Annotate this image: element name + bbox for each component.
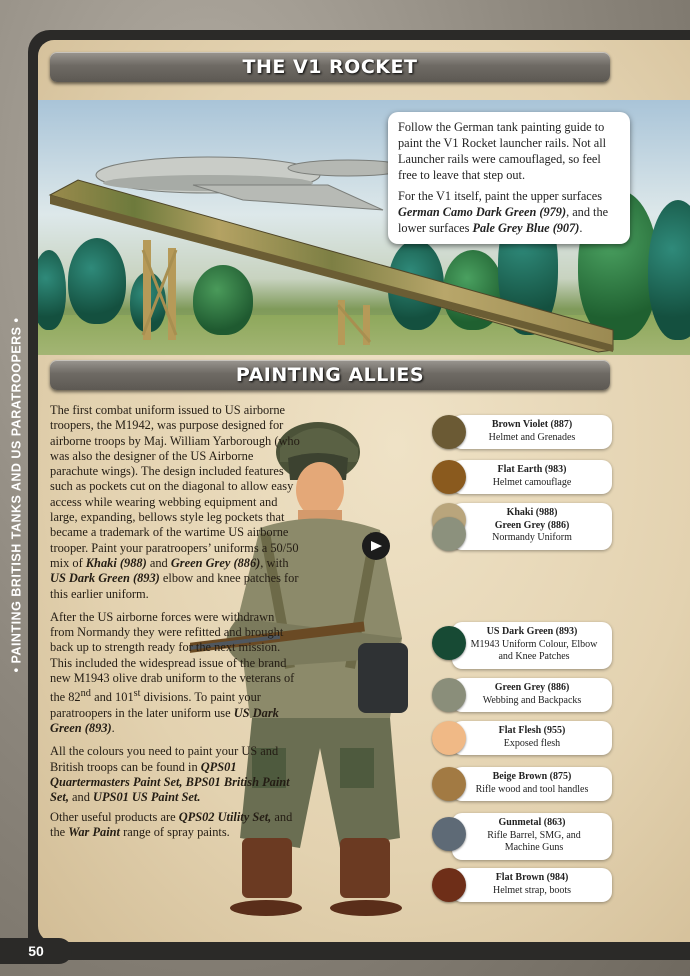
body-text-run: and 101 [90, 690, 134, 705]
paint-name: Flat Brown (984) [495, 872, 569, 883]
v1-section-title: THE V1 ROCKET [242, 56, 418, 78]
paint-name: Pale Grey Blue (907) [472, 221, 580, 235]
paint-use: M1943 Uniform Colour, Elbow and Knee Patches [470, 638, 598, 662]
paint-name: US Dark Green (893) [50, 571, 160, 586]
body-text-run: All the colours you need to paint your US and British troops can be found in [50, 744, 279, 774]
body-text-run: After the US airborne forces were withdrawn from Normandy they were refitted and brought back up to strength ready for the next mission. This included the widespread issue of the brand new M1943 olive drab uniform to the veterans of the 82 [50, 609, 295, 705]
paint-name: Green Grey (886) [170, 555, 261, 570]
body-paragraph [50, 403, 300, 602]
paint-name: Beige Brown (875) [492, 771, 572, 782]
paint-use: Exposed flesh [503, 737, 561, 749]
paint-name: Green Grey (886) [494, 519, 570, 531]
body-text-run: and [68, 790, 94, 805]
superscript: nd [80, 688, 91, 700]
swatch-label [452, 678, 612, 712]
paint-use: Webbing and Backpacks [482, 694, 582, 706]
body-paragraph [50, 810, 300, 841]
callout-text: , and the lower surfaces [398, 205, 609, 235]
swatch-label [452, 503, 612, 550]
paint-name: US Dark Green (893) [50, 705, 279, 736]
paint-use: Helmet strap, boots [492, 884, 572, 896]
body-text-run: elbow and knee patches for this earlier uniform. [50, 571, 299, 601]
body-text-run: The first combat uniform issued to US airborne troopers, the M1942, was purpose designed for airborne troops by Maj. William Yarborough (who was also the designer of the US Airborne parachute wings). The design included features such as pockets cut on the diagonal to allow easy access while wearing webbing equipment and large, expanding, bellows style leg pockets that became a trademark of the wartime US airborne trooper. Paint your paratroopers’ uniforms a 50/50 mix of [50, 403, 300, 570]
paint-use: Normandy Uniform [492, 532, 572, 543]
paint-name: Gunmetal (863) [498, 817, 566, 828]
paint-use: Rifle Barrel, SMG, and Machine Guns [487, 829, 581, 853]
swatch-label [452, 767, 612, 801]
swatch-label [452, 868, 612, 902]
callout-text: . [579, 221, 583, 235]
swatch-label [452, 415, 612, 449]
paint-name: Khaki (988) [85, 555, 147, 570]
page-number-tab [0, 938, 72, 964]
swatch-label [452, 460, 612, 494]
side-label-text: • PAINTING BRITISH TANKS AND US PARATROOPERS • [9, 317, 23, 673]
paint-color-chip [432, 868, 466, 902]
body-paragraph [50, 744, 300, 805]
paint-color-chip [432, 415, 466, 449]
paint-color-chip [432, 626, 466, 660]
superscript: st [133, 688, 141, 700]
paint-use: Helmet and Grenades [488, 431, 576, 443]
allies-section-title: PAINTING ALLIES [235, 364, 425, 386]
side-section-label [5, 300, 27, 690]
swatch-label [452, 813, 612, 860]
callout-paragraph [398, 188, 620, 236]
body-text [50, 403, 300, 848]
body-text-run: . [111, 721, 115, 736]
body-text-run: , with [260, 555, 289, 570]
paint-name: Green Grey (886) [494, 682, 570, 693]
callout-text: For the V1 itself, paint the upper surfaces [398, 189, 602, 203]
paint-color-chip [432, 678, 466, 712]
paint-color-chip [432, 817, 466, 851]
body-text-run: and the [50, 809, 293, 839]
page-number: 50 [28, 943, 44, 959]
paint-name: Flat Earth (983) [497, 464, 567, 475]
paint-name: Flat Flesh (955) [498, 725, 566, 736]
callout-paragraph: Follow the German tank painting guide to paint the V1 Rocket launcher rails. Not all Launcher rails were camouflaged, so feel free to leave that step out. [398, 120, 607, 182]
product-name: War Paint [68, 824, 121, 839]
product-name: QPS01 Quartermasters Paint Set, BPS01 British Paint Set, [50, 759, 290, 805]
paint-name: Brown Violet (887) [491, 419, 573, 430]
v1-callout-box [388, 112, 630, 244]
product-name: UPS01 US Paint Set. [93, 790, 201, 805]
paint-name: German Camo Dark Green (979) [398, 205, 567, 219]
v1-section-banner [50, 52, 610, 82]
body-paragraph [50, 610, 300, 737]
body-text-run: Other useful products are [50, 809, 179, 824]
allies-section-banner [50, 360, 610, 390]
body-text-run: divisions. To paint your paratroopers in the later uniform use [50, 690, 261, 720]
paint-color-chip [432, 721, 466, 755]
paint-color-chip [432, 460, 466, 494]
paint-color-chip [432, 517, 466, 551]
paint-name: US Dark Green (893) [486, 626, 578, 637]
product-name: QPS02 Utility Set, [178, 809, 272, 824]
v1-rocket [93, 140, 433, 250]
swatch-label [452, 721, 612, 755]
body-text-run: and [146, 555, 171, 570]
swatch-label [452, 622, 612, 669]
paint-name: Khaki (988) [506, 507, 558, 518]
paint-color-chip [432, 767, 466, 801]
body-text-run: range of spray paints. [120, 824, 230, 839]
paint-use: Rifle wood and tool handles [475, 783, 589, 795]
paint-use: Helmet camouflage [492, 476, 572, 488]
